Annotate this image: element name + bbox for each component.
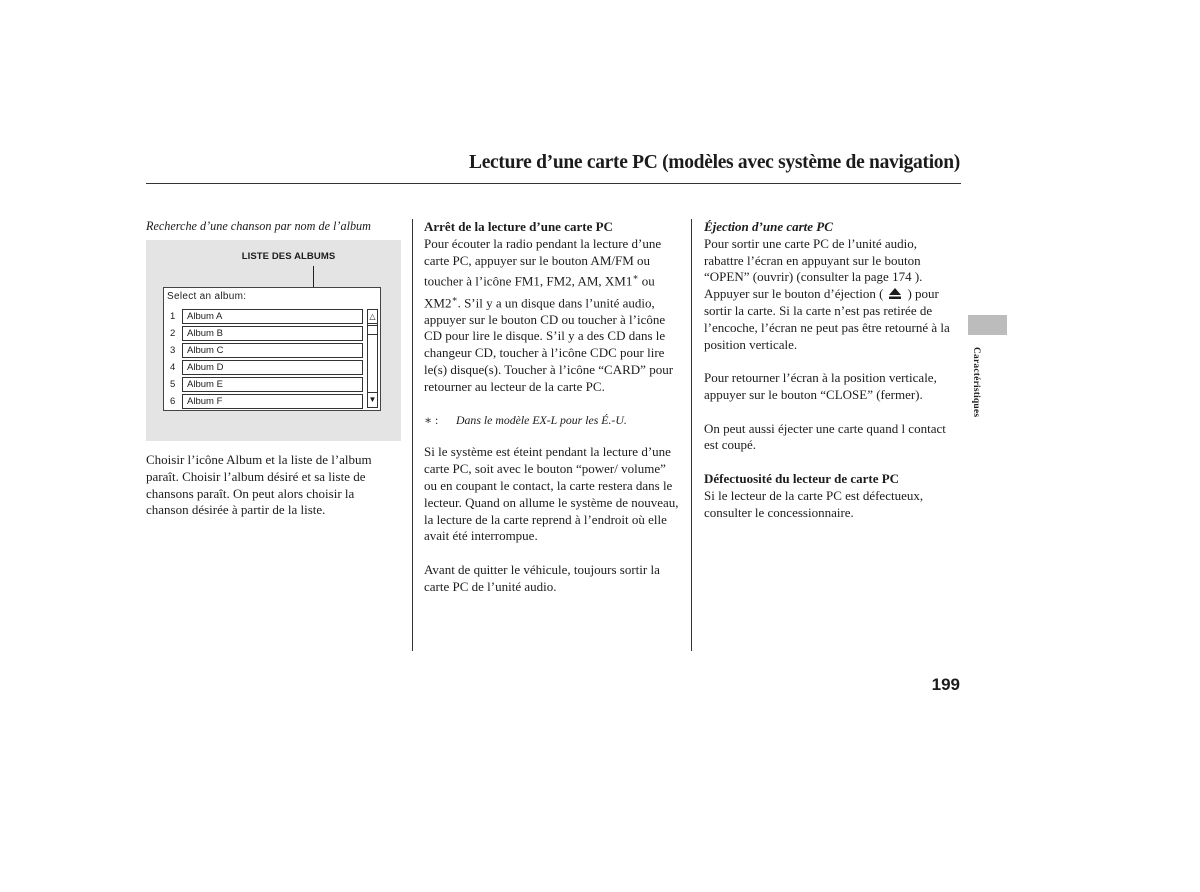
album-list-figure: [146, 240, 401, 441]
left-column-text: [146, 452, 391, 519]
figure-label: LISTE DES ALBUMS: [241, 251, 336, 262]
album-row-box: [182, 326, 363, 341]
eject-icon: [889, 288, 901, 299]
album-row-box: [182, 394, 363, 409]
paragraph-radio-b: ou XM2: [424, 273, 655, 310]
section-tab-label: Caractéristiques: [971, 347, 981, 418]
album-row-number: 2: [170, 328, 176, 339]
paragraph-eject: [704, 236, 956, 354]
album-row-box: [182, 309, 363, 324]
section-heading-eject: Éjection d’une carte PC: [704, 219, 833, 234]
scrollbar[interactable]: [367, 309, 378, 408]
page-number: 199: [931, 675, 960, 694]
paragraph-radio-c: . S’il y a un disque dans l’unité audio, appuyer sur le bouton CD ou toucher à l’icône CD pour lire le disque. S’il y a des CD dans le changeur CD, toucher à l’icône CDC pour lire le(s) disque(s). Toucher à l’icône “CARD” pour retourner au lecteur de la carte PC.: [424, 294, 674, 394]
paragraph-radio-a: Pour écouter la radio pendant la lecture d’une carte PC, appuyer sur le bouton AM/FM ou toucher à l’icône FM1, FM2, AM, XM1: [424, 235, 662, 289]
paragraph-defect: Si le lecteur de la carte PC est défectueux, consulter le concessionnaire.: [704, 487, 924, 520]
album-row-box: [182, 343, 363, 358]
album-row-number: 1: [170, 311, 176, 322]
column-divider-left: [412, 219, 413, 651]
album-row-label: Album D: [187, 362, 224, 373]
scroll-down-icon[interactable]: ▼: [368, 392, 377, 407]
album-row-label: Album A: [187, 311, 223, 322]
paragraph-eject-off: On peut aussi éjecter une carte quand l contact est coupé.: [704, 420, 946, 453]
section-heading-defect: Défectuosité du lecteur de carte PC: [704, 470, 900, 486]
album-row-number: 6: [170, 396, 176, 407]
footnote: [424, 412, 682, 429]
album-row-label: Album E: [187, 379, 223, 390]
scroll-up-icon[interactable]: △: [368, 310, 377, 324]
right-column: [704, 219, 956, 521]
album-row[interactable]: [164, 377, 364, 394]
page-title: Lecture d’une carte PC (modèles avec système de navigation): [469, 152, 960, 173]
album-row-number: 4: [170, 362, 176, 373]
select-album-label: Select an album:: [167, 291, 247, 302]
paragraph-eject-b: ) pour sortir la carte. Si la carte n’est pas retirée de l’encoche, l’écran ne peut pas être retourné à la position verticale.: [704, 286, 950, 352]
album-row-label: Album F: [187, 396, 223, 407]
paragraph-power-off: Si le système est éteint pendant la lecture d’une carte PC, soit avec le bouton “power/ volume” ou en coupant le contact, la carte restera dans le lecteur. Quand on allume le système de nouveau, la lecture de la carte reprend à l’endroit où elle avait été interrompue.: [424, 444, 679, 544]
paragraph-leave-vehicle: Avant de quitter le véhicule, toujours sortir la carte PC de l’unité audio.: [424, 562, 660, 594]
column-divider-right: [691, 219, 692, 651]
paragraph-eject-a: Pour sortir une carte PC de l’unité audio, rabattre l’écran en appuyant sur le bouton “OPEN” (ouvrir) (consulter la page 174 ). Appuyer sur le bouton d’éjection (: [704, 235, 923, 302]
album-row[interactable]: [164, 326, 364, 343]
album-row[interactable]: [164, 343, 364, 360]
middle-column: [424, 219, 682, 596]
album-row-box: [182, 377, 363, 392]
footnote-star: ∗: [632, 272, 639, 283]
paragraph-close-screen: Pour retourner l’écran à la position verticale, appuyer sur le bouton “CLOSE” (fermer).: [704, 370, 937, 402]
album-instructions: Choisir l’icône Album et la liste de l’album paraît. Choisir l’album désiré et sa liste de chansons paraît. On peut alors choisir la chanson désirée à partir de la liste.: [146, 452, 372, 518]
album-row-number: 3: [170, 345, 176, 356]
paragraph-radio: [424, 236, 682, 396]
album-row-box: [182, 360, 363, 375]
album-select-panel: [163, 287, 381, 411]
album-row[interactable]: [164, 309, 364, 326]
footnote-mark: ∗ :: [424, 412, 439, 427]
footnote-text: Dans le modèle EX-L pour les É.-U.: [456, 412, 627, 427]
scroll-thumb[interactable]: [368, 325, 377, 335]
album-row-number: 5: [170, 379, 176, 390]
album-row[interactable]: [164, 360, 364, 377]
section-heading-stop: Arrêt de la lecture d’une carte PC: [424, 219, 613, 234]
footnote-star: ∗: [451, 293, 458, 304]
section-tab: [968, 315, 1007, 335]
album-row-label: Album B: [187, 328, 223, 339]
title-rule: [146, 183, 961, 184]
figure-caption: Recherche d’une chanson par nom de l’album: [146, 219, 371, 233]
album-row[interactable]: [164, 394, 364, 411]
album-row-label: Album C: [187, 345, 224, 356]
